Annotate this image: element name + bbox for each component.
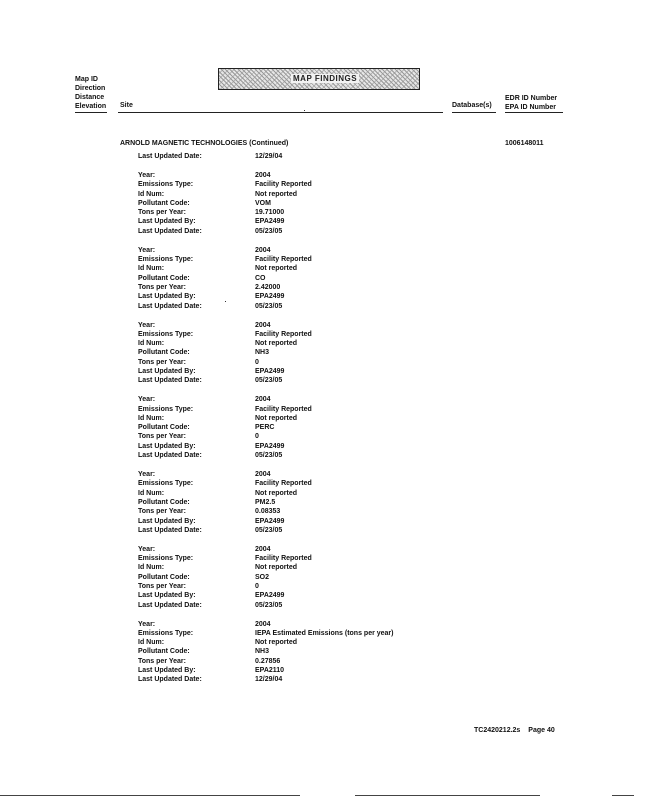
field-value: Facility Reported (255, 480, 312, 488)
field-value: EPA2110 (255, 667, 285, 675)
field-label: Emissions Type: (138, 629, 194, 637)
field-value: 2004 (255, 620, 271, 628)
field-label: Last Updated By: (138, 592, 196, 600)
field-label: Emissions Type: (138, 480, 194, 488)
field-value: 19.71000 (255, 209, 285, 217)
elevation-label: Elevation (75, 103, 107, 110)
emission-record (138, 171, 394, 236)
facility-edr-id: 1006148011 (505, 140, 544, 147)
header-rule-left (75, 112, 107, 113)
field-label: Id Num: (138, 489, 165, 497)
field-value: EPA2499 (255, 517, 285, 525)
field-value: 05/23/05 (255, 601, 283, 609)
field-value: PM2.5 (255, 498, 276, 506)
field-label: Id Num: (138, 265, 165, 273)
field-value: 12/29/04 (255, 676, 283, 684)
record-row (138, 405, 394, 414)
record-row (138, 339, 394, 348)
field-value: 05/23/05 (255, 302, 283, 310)
record-row (138, 376, 394, 385)
field-label: Last Updated By: (138, 368, 196, 375)
emission-record (138, 321, 394, 386)
page-footer (474, 727, 555, 734)
record-row (138, 190, 394, 199)
field-label: Emissions Type: (138, 405, 194, 413)
field-value: 05/23/05 (255, 227, 283, 235)
record-row (138, 432, 394, 441)
emission-record (138, 545, 394, 610)
field-value: NH3 (255, 648, 270, 656)
record-row (138, 152, 394, 161)
field-value: Facility Reported (255, 330, 312, 338)
record-row (138, 507, 394, 516)
record-row (138, 208, 394, 217)
field-value: Facility Reported (255, 555, 312, 563)
field-value: 2004 (255, 321, 271, 329)
field-label: Year: (138, 396, 156, 404)
field-value: EPA2499 (255, 293, 285, 301)
map-id-label: Map ID (75, 76, 98, 83)
record-row (138, 246, 394, 255)
field-label: Last Updated By: (138, 667, 196, 675)
field-label: Tons per Year: (138, 508, 186, 516)
field-value: PERC (255, 424, 275, 432)
field-label: Tons per Year: (138, 358, 186, 366)
record-row (138, 367, 394, 376)
header-rule-db (452, 112, 496, 113)
page-number: Page 40 (528, 727, 555, 734)
field-value: 12/29/04 (255, 153, 283, 160)
record-row (138, 479, 394, 488)
record-row (138, 563, 394, 572)
field-label: Last Updated By: (138, 293, 196, 301)
field-label: Emissions Type: (138, 256, 194, 264)
record-row (138, 675, 394, 684)
field-label: Tons per Year: (138, 283, 186, 291)
record-row (138, 180, 394, 189)
field-value: VOM (255, 199, 271, 207)
field-label: Tons per Year: (138, 433, 186, 441)
record-row (138, 330, 394, 339)
record-row (138, 171, 394, 180)
map-id-header (75, 75, 106, 111)
field-value: Facility Reported (255, 256, 312, 264)
record-row (138, 442, 394, 451)
epa-id-number-label: EPA ID Number (505, 104, 556, 111)
field-label: Last Updated Date: (138, 377, 202, 385)
field-value: 0.27856 (255, 657, 281, 665)
record-row (138, 217, 394, 226)
emission-record (138, 470, 394, 535)
edr-id-number-label: EDR ID Number (505, 95, 558, 102)
record-row (138, 647, 394, 656)
record-row (138, 423, 394, 432)
field-value: 2.42000 (255, 283, 281, 291)
record-row (138, 582, 394, 591)
field-label: Last Updated Date: (138, 302, 202, 310)
field-value: 05/23/05 (255, 526, 283, 534)
field-value: 2004 (255, 171, 271, 179)
field-label: Year: (138, 545, 156, 553)
distance-label: Distance (75, 94, 105, 101)
record-row (138, 601, 394, 610)
record-row (138, 451, 394, 460)
record-row (138, 526, 394, 535)
record-row (138, 666, 394, 675)
databases-label: Database(s) (452, 102, 492, 109)
record-row (138, 638, 394, 647)
record-row (138, 620, 394, 629)
field-value: Not reported (255, 265, 297, 273)
field-value: Not reported (255, 489, 297, 497)
field-value: EPA2499 (255, 368, 285, 375)
field-label: Id Num: (138, 190, 165, 198)
record-row (138, 573, 394, 582)
page-title: MAP FINDINGS (293, 74, 358, 83)
field-label: Year: (138, 246, 156, 254)
field-label: Last Updated Date: (138, 153, 202, 160)
field-value: Not reported (255, 414, 297, 422)
record-row (138, 264, 394, 273)
header-rule-right (505, 112, 563, 113)
field-value: Facility Reported (255, 181, 312, 189)
field-label: Last Updated Date: (138, 452, 202, 460)
record-row (138, 358, 394, 367)
field-label: Last Updated By: (138, 442, 196, 450)
map-findings-title-box (218, 68, 420, 90)
field-label: Pollutant Code: (138, 274, 190, 282)
emission-records (138, 152, 394, 694)
field-label: Year: (138, 171, 156, 179)
field-label: Pollutant Code: (138, 424, 190, 432)
site-label: Site (120, 102, 133, 109)
field-value: 2004 (255, 396, 271, 404)
field-label: Year: (138, 321, 156, 329)
document-id: TC2420212.2s (474, 727, 521, 734)
field-value: SO2 (255, 573, 270, 581)
field-label: Pollutant Code: (138, 573, 190, 581)
field-value: Not reported (255, 340, 297, 348)
field-label: Pollutant Code: (138, 199, 190, 207)
field-value: 2004 (255, 545, 271, 553)
field-label: Pollutant Code: (138, 498, 190, 506)
field-value: IEPA Estimated Emissions (tons per year) (255, 629, 394, 637)
facility-name: ARNOLD MAGNETIC TECHNOLOGIES (Continued) (120, 140, 289, 147)
record-row (138, 292, 394, 301)
scan-edge-line (355, 795, 540, 796)
emission-record (138, 246, 394, 311)
field-value: 0.08353 (255, 508, 281, 516)
record-row (138, 321, 394, 330)
record-row (138, 591, 394, 600)
field-value: Not reported (255, 190, 297, 198)
record-row (138, 302, 394, 311)
field-label: Year: (138, 471, 156, 479)
scan-speck (225, 301, 226, 302)
field-value: 05/23/05 (255, 452, 283, 460)
record-row (138, 470, 394, 479)
field-value: Not reported (255, 639, 297, 647)
field-value: Not reported (255, 564, 297, 572)
record-row (138, 629, 394, 638)
id-number-header (505, 94, 557, 112)
intro-record (138, 152, 394, 161)
field-label: Last Updated Date: (138, 526, 202, 534)
record-row (138, 255, 394, 264)
record-row (138, 414, 394, 423)
emission-record (138, 620, 394, 685)
field-label: Tons per Year: (138, 209, 186, 217)
field-label: Id Num: (138, 564, 165, 572)
emission-record (138, 395, 394, 460)
field-label: Id Num: (138, 414, 165, 422)
record-row (138, 657, 394, 666)
scan-edge-line (612, 795, 634, 796)
field-label: Year: (138, 620, 156, 628)
field-label: Pollutant Code: (138, 648, 190, 656)
field-label: Last Updated Date: (138, 601, 202, 609)
field-value: 0 (255, 583, 259, 590)
record-row (138, 348, 394, 357)
field-label: Tons per Year: (138, 583, 186, 590)
field-value: 2004 (255, 246, 271, 254)
field-value: 05/23/05 (255, 377, 283, 385)
field-value: 0 (255, 433, 259, 441)
field-value: EPA2499 (255, 442, 285, 450)
scan-edge-line (0, 795, 300, 796)
record-row (138, 554, 394, 563)
field-label: Emissions Type: (138, 555, 194, 563)
record-row (138, 227, 394, 236)
field-label: Last Updated By: (138, 517, 196, 525)
field-label: Pollutant Code: (138, 349, 190, 357)
field-value: 0 (255, 358, 259, 366)
record-row (138, 283, 394, 292)
header-rule-main (118, 112, 443, 113)
field-value: NH3 (255, 349, 270, 357)
field-label: Last Updated Date: (138, 227, 202, 235)
field-label: Id Num: (138, 340, 165, 348)
field-label: Emissions Type: (138, 181, 194, 189)
record-row (138, 395, 394, 404)
field-label: Last Updated By: (138, 218, 196, 226)
record-row (138, 199, 394, 208)
field-label: Emissions Type: (138, 330, 194, 338)
record-row (138, 517, 394, 526)
scan-speck (304, 110, 305, 111)
field-label: Tons per Year: (138, 657, 186, 665)
record-row (138, 489, 394, 498)
field-value: EPA2499 (255, 218, 285, 226)
field-value: CO (255, 274, 266, 282)
record-row (138, 498, 394, 507)
field-value: Facility Reported (255, 405, 312, 413)
record-row (138, 545, 394, 554)
field-label: Last Updated Date: (138, 676, 202, 684)
field-value: EPA2499 (255, 592, 285, 600)
field-value: 2004 (255, 471, 271, 479)
direction-label: Direction (75, 85, 106, 92)
field-label: Id Num: (138, 639, 165, 647)
record-row (138, 274, 394, 283)
